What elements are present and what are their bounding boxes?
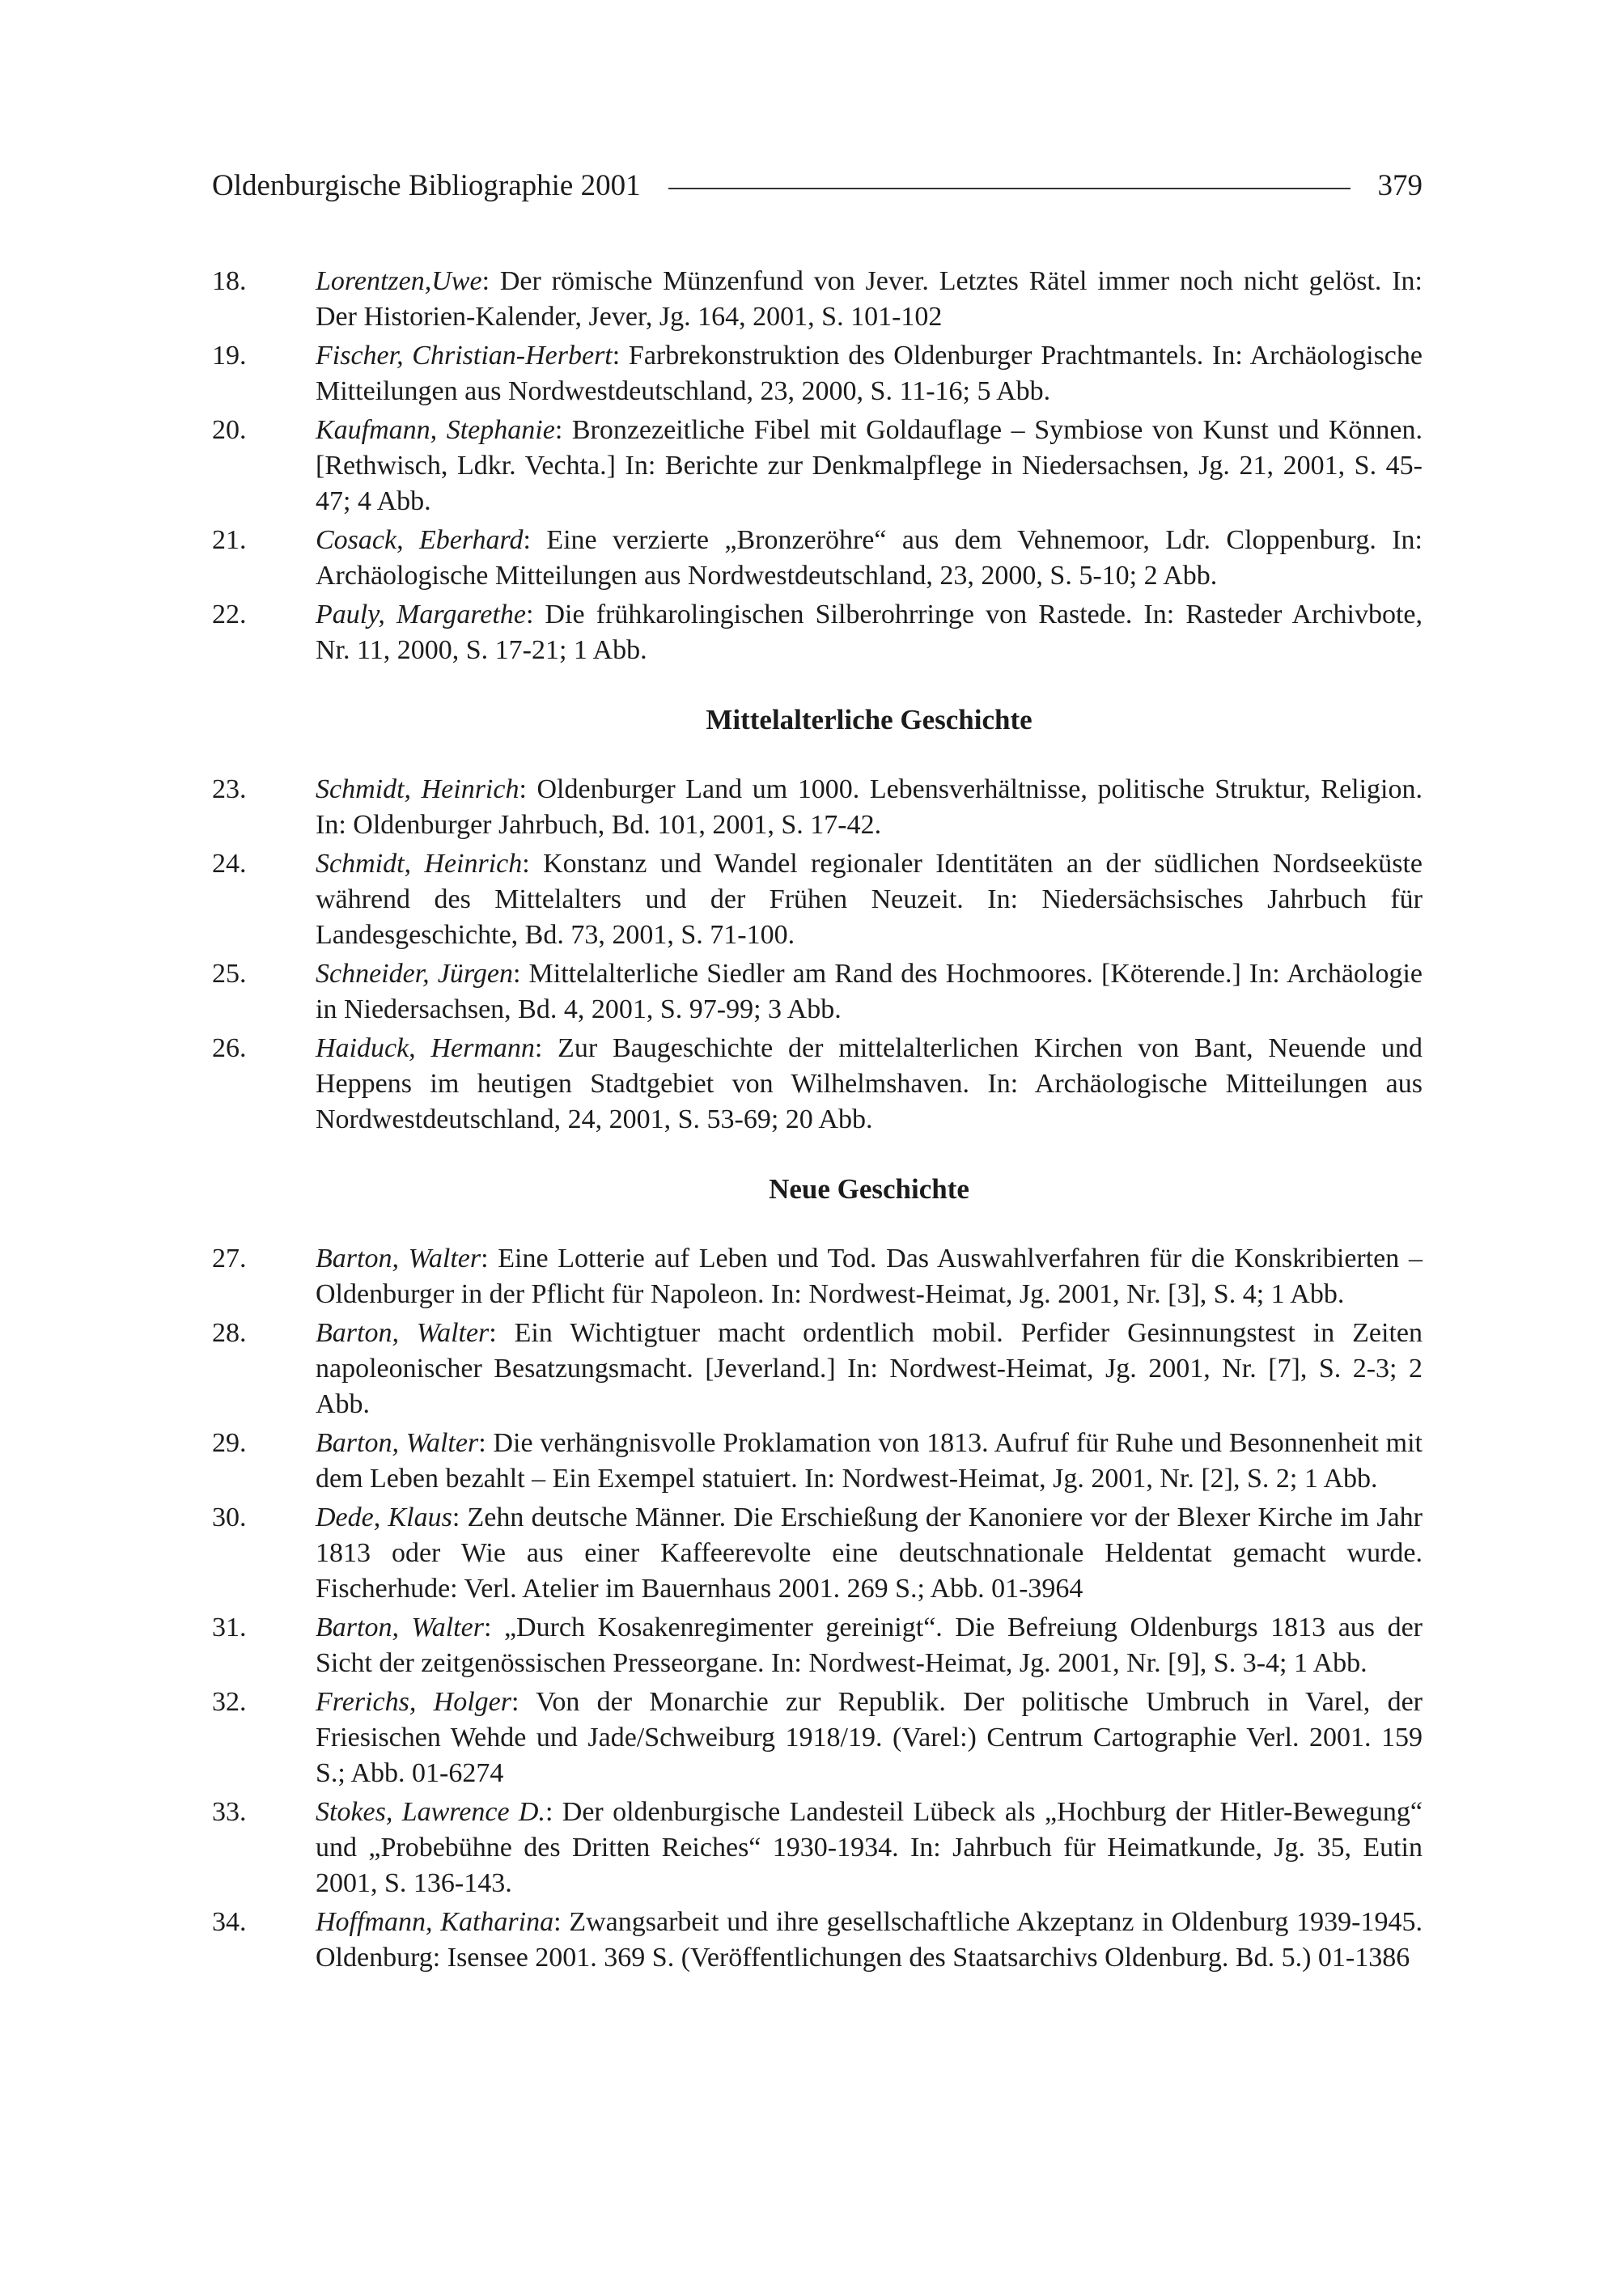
header-rule xyxy=(668,188,1351,189)
bibliography-content xyxy=(212,264,1423,1979)
entry-description: : Eine verzierte „Bronzeröhre“ aus dem Vehnemoor, Ldr. Cloppenburg. In: Archäologische Mitteilungen aus Nordwestdeutschland, 23, 2000, S. 5-10; 2 Abb. xyxy=(316,525,1423,591)
entry-author: Fischer, Christian-Herbert xyxy=(316,341,613,371)
entry-text xyxy=(316,264,1423,335)
bibliography-entry xyxy=(212,956,1423,1028)
entry-text xyxy=(316,1905,1423,1976)
entry-text xyxy=(316,772,1423,843)
entry-description: : Farbrekonstruktion des Oldenburger Prachtmantels. In: Archäologische Mitteilungen aus Nordwestdeutschland, 23, 2000, S. 11-16; 5 Abb. xyxy=(316,341,1423,406)
entry-number: 30. xyxy=(212,1503,247,1532)
entry-number: 19. xyxy=(212,341,247,371)
entry-text xyxy=(316,413,1423,519)
bibliography-entry xyxy=(212,1316,1423,1422)
entry-author: Frerichs, Holger xyxy=(316,1687,511,1717)
entry-number: 23. xyxy=(212,774,247,804)
entry-text xyxy=(316,1610,1423,1681)
entry-number: 32. xyxy=(212,1687,247,1717)
entry-description: : Zwangsarbeit und ihre gesellschaftliche Akzeptanz in Oldenburg 1939-1945. Oldenburg: Isensee 2001. 369 S. (Veröffentlichungen des Staatsarchivs Oldenburg. Bd. 5.) 01-1386 xyxy=(316,1907,1423,1973)
bibliography-entry xyxy=(212,772,1423,843)
entry-author: Barton, Walter xyxy=(316,1318,490,1348)
entry-author: Hoffmann, Katharina xyxy=(316,1907,554,1937)
entry-author: Schneider, Jürgen xyxy=(316,959,513,989)
entry-author: Pauly, Margarethe xyxy=(316,600,526,629)
entry-text xyxy=(316,1031,1423,1138)
entry-description: : Von der Monarchie zur Republik. Der politische Umbruch in Varel, der Friesischen Wehde und Jade/Schweiburg 1918/19. (Varel:) Centrum Cartographie Verl. 2001. 159 S.; Abb. 01-6274 xyxy=(316,1687,1423,1788)
bibliography-entry xyxy=(212,1795,1423,1901)
entry-description: : Mittelalterliche Siedler am Rand des Hochmoores. [Köterende.] In: Archäologie in Niedersachsen, Bd. 4, 2001, S. 97-99; 3 Abb. xyxy=(316,959,1423,1024)
entry-text xyxy=(316,1426,1423,1497)
entry-number: 20. xyxy=(212,415,247,445)
entry-author: Cosack, Eberhard xyxy=(316,525,524,555)
section-heading: Neue Geschichte xyxy=(769,1173,969,1205)
entry-description: : Der römische Münzenfund von Jever. Letztes Rätel immer noch nicht gelöst. In: Der Historien-Kalender, Jever, Jg. 164, 2001, S. 101-102 xyxy=(316,266,1423,332)
entry-author: Barton, Walter xyxy=(316,1613,484,1642)
entry-description: : Konstanz und Wandel regionaler Identitäten an der südlichen Nordseeküste während des Mittelalters und der Frühen Neuzeit. In: Niedersächsisches Jahrbuch für Landesgeschichte, Bd. 73, 2001, S. 71-100. xyxy=(316,849,1423,950)
entry-description: : Der oldenburgische Landesteil Lübeck als „Hochburg der Hitler-Bewegung“ und „Probebühne des Dritten Reiches“ 1930-1934. In: Jahrbuch für Heimatkunde, Jg. 35, Eutin 2001, S. 136-143. xyxy=(316,1797,1423,1898)
entry-number: 31. xyxy=(212,1613,247,1642)
bibliography-entry xyxy=(212,1426,1423,1497)
entry-author: Barton, Walter xyxy=(316,1244,481,1274)
bibliography-entry xyxy=(212,1500,1423,1607)
entry-number: 28. xyxy=(212,1318,247,1348)
entry-text xyxy=(316,1795,1423,1901)
bibliography-entry xyxy=(212,413,1423,519)
entry-description: : Bronzezeitliche Fibel mit Goldauflage – Symbiose von Kunst und Können. [Rethwisch, Ldkr. Vechta.] In: Berichte zur Denkmalpflege in Niedersachsen, Jg. 21, 2001, S. 45-47; 4 Abb. xyxy=(316,415,1423,516)
bibliography-entry xyxy=(212,523,1423,594)
page-number: 379 xyxy=(1377,169,1423,202)
entry-author: Schmidt, Heinrich xyxy=(316,774,519,804)
entry-number: 24. xyxy=(212,849,247,879)
entry-number: 25. xyxy=(212,959,247,989)
entry-author: Schmidt, Heinrich xyxy=(316,849,523,879)
entry-number: 34. xyxy=(212,1907,247,1937)
entry-text xyxy=(316,597,1423,668)
entry-text xyxy=(316,1500,1423,1607)
section-heading: Mittelalterliche Geschichte xyxy=(706,704,1032,735)
entry-number: 33. xyxy=(212,1797,247,1827)
entry-text xyxy=(316,1316,1423,1422)
bibliography-entry xyxy=(212,338,1423,409)
entry-author: Haiduck, Hermann xyxy=(316,1033,535,1063)
entry-author: Kaufmann, Stephanie xyxy=(316,415,555,445)
entry-number: 26. xyxy=(212,1033,247,1063)
entry-author: Stokes, Lawrence D. xyxy=(316,1797,545,1827)
entry-number: 21. xyxy=(212,525,247,555)
entry-description: : „Durch Kosakenregimenter gereinigt“. Die Befreiung Oldenburgs 1813 aus der Sicht der zeitgenössischen Presseorgane. In: Nordwest-Heimat, Jg. 2001, Nr. [9], S. 3-4; 1 Abb. xyxy=(316,1613,1423,1678)
entry-text xyxy=(316,846,1423,953)
entry-text xyxy=(316,1685,1423,1791)
entry-author: Dede, Klaus xyxy=(316,1503,452,1532)
entry-text xyxy=(316,1241,1423,1312)
bibliography-entry xyxy=(212,1685,1423,1791)
entry-description: : Die verhängnisvolle Proklamation von 1813. Aufruf für Ruhe und Besonnenheit mit dem Leben bezahlt – Ein Exempel statuiert. In: Nordwest-Heimat, Jg. 2001, Nr. [2], S. 2; 1 Abb. xyxy=(316,1428,1423,1494)
entry-author: Barton, Walter xyxy=(316,1428,479,1458)
bibliography-entry xyxy=(212,264,1423,335)
bibliography-entry xyxy=(212,846,1423,953)
bibliography-entry xyxy=(212,597,1423,668)
entry-text xyxy=(316,338,1423,409)
entry-description: : Die frühkarolingischen Silberohrringe von Rastede. In: Rasteder Archivbote, Nr. 11, 2000, S. 17-21; 1 Abb. xyxy=(316,600,1423,665)
entry-number: 22. xyxy=(212,600,247,629)
entry-text xyxy=(316,956,1423,1028)
entry-author: Lorentzen,Uwe xyxy=(316,266,482,296)
entry-text xyxy=(316,523,1423,594)
entry-number: 27. xyxy=(212,1244,247,1274)
entry-description: : Oldenburger Land um 1000. Lebensverhältnisse, politische Struktur, Religion. In: Oldenburger Jahrbuch, Bd. 101, 2001, S. 17-42. xyxy=(316,774,1423,840)
bibliography-entry xyxy=(212,1905,1423,1976)
entry-description: : Zur Baugeschichte der mittelalterlichen Kirchen von Bant, Neuende und Heppens im heutigen Stadtgebiet von Wilhelmshaven. In: Archäologische Mitteilungen aus Nordwestdeutschland, 24, 2001, S. 53-69; 20 Abb. xyxy=(316,1033,1423,1134)
running-title: Oldenburgische Bibliographie 2001 xyxy=(212,169,641,202)
bibliography-entry xyxy=(212,1241,1423,1312)
entry-number: 29. xyxy=(212,1428,247,1458)
entry-description: : Zehn deutsche Männer. Die Erschießung der Kanoniere vor der Blexer Kirche im Jahr 1813 oder Wie aus einer Kaffeerevolte eine deutschnationale Heldentat gemacht wurde. Fischerhude: Verl. Atelier im Bauernhaus 2001. 269 S.; Abb. 01-3964 xyxy=(316,1503,1423,1604)
bibliography-entry xyxy=(212,1610,1423,1681)
entry-number: 18. xyxy=(212,266,247,296)
bibliography-entry xyxy=(212,1031,1423,1138)
entry-description: : Eine Lotterie auf Leben und Tod. Das Auswahlverfahren für die Konskribierten – Oldenburger in der Pflicht für Napoleon. In: Nordwest-Heimat, Jg. 2001, Nr. [3], S. 4; 1 Abb. xyxy=(316,1244,1423,1309)
page-header xyxy=(212,167,1423,206)
entry-description: : Ein Wichtigtuer macht ordentlich mobil. Perfider Gesinnungstest in Zeiten napoleonischer Besatzungsmacht. [Jeverland.] In: Nordwest-Heimat, Jg. 2001, Nr. [7], S. 2-3; 2 Abb. xyxy=(316,1318,1423,1419)
